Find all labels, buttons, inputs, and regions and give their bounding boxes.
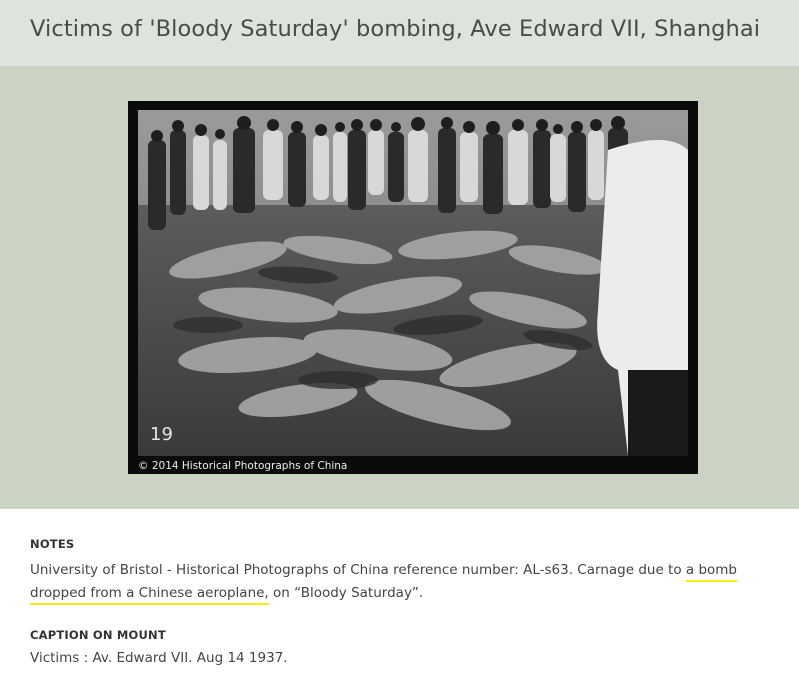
notes-text-part1: University of Bristol - Historical Photographs of China reference number: AL-s63. Carnage due to xyxy=(30,562,686,578)
page-title: Victims of 'Bloody Saturday' bombing, Ave Edward VII, Shanghai xyxy=(30,16,761,42)
notes-heading: NOTES xyxy=(30,537,75,551)
notes-text-part2: on “Bloody Saturday”. xyxy=(268,585,424,601)
caption-text: Victims : Av. Edward VII. Aug 14 1937. xyxy=(30,650,288,666)
title-bar xyxy=(0,0,799,66)
photo-area xyxy=(0,66,799,509)
photograph-image xyxy=(138,110,688,456)
notes-text-highlight: a bomb dropped from a Chinese aeroplane, xyxy=(30,562,737,605)
historical-photograph xyxy=(138,110,688,456)
caption-heading: CAPTION ON MOUNT xyxy=(30,628,166,642)
photo-frame[interactable] xyxy=(128,101,698,474)
notes-section xyxy=(30,537,770,666)
notes-text xyxy=(30,559,770,605)
copyright-notice: © 2014 Historical Photographs of China xyxy=(138,460,348,472)
photo-corner-number: 19 xyxy=(150,424,173,445)
